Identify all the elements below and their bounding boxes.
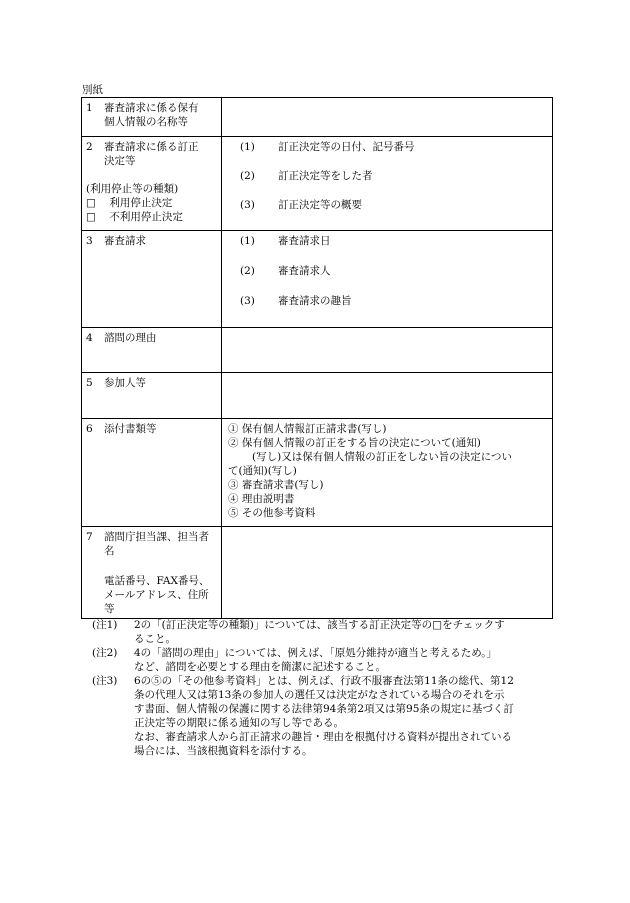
row-label: 等 (104, 603, 115, 615)
attachment-item: ② 保有個人情報の訂正をする旨の決定について(通知) (228, 437, 481, 449)
row-5-value-cell[interactable] (222, 373, 553, 419)
table-row (82, 527, 553, 619)
list-item: (2) 審査請求人 (240, 265, 331, 277)
row-1-label-cell (82, 98, 222, 137)
checkbox-icon[interactable]: □ (86, 211, 96, 223)
table-row (82, 328, 553, 373)
note-item: (注2) 4の「諮問の理由」については、例えば、「原処分維持が適当と考えるため。」 など、諮問を必要とする理由を簡潔に記述すること。 (92, 647, 498, 673)
table-row (82, 231, 553, 328)
row-2-label-cell (82, 137, 222, 231)
note-label: (注1) (92, 619, 118, 631)
attachment-item-continued: て(通知)(写し) (228, 465, 297, 477)
type-heading: (利用停止等の種類) (86, 183, 179, 195)
checkbox-label: 不利用停止決定 (109, 211, 183, 223)
row-label: 諮問庁担当課、担当者 (104, 531, 209, 543)
attachment-item: ⑤ その他参考資料 (228, 507, 316, 519)
row-1-value-cell[interactable] (222, 98, 553, 137)
row-label: 添付書類等 (104, 423, 157, 435)
row-6-label-cell (82, 419, 222, 527)
row-label: 決定等 (104, 155, 136, 167)
row-number: 2 (86, 141, 93, 153)
list-item: (1) 審査請求日 (240, 235, 331, 247)
attachment-item: ① 保有個人情報訂正請求書(写し) (228, 423, 387, 435)
list-item: (1) 訂正決定等の日付、記号番号 (240, 141, 415, 153)
row-5-label-cell (82, 373, 222, 419)
review-form-table (81, 97, 553, 619)
row-number: 6 (86, 423, 93, 435)
note-item: (注3) 6の⑤の「その他参考資料」とは、例えば、行政不服審査法第11条の総代、第12 条の代理人又は第13条の参加人の選任又は決定がなされている場合のそれを示 す書面、個人情報の保護に関する法律第94条第2項又は第95条の規定に基づく訂 正決定等の期限に係る通知の写し等である。 なお、審査請求人から訂正請求の趣旨・理由を根拠付ける資料が提出されている 場合には、当該根拠資料を添付する。 (92, 675, 514, 757)
row-4-value-cell[interactable] (222, 328, 553, 373)
attachment-item: ③ 審査請求書(写し) (228, 479, 324, 491)
row-label: 電話番号、FAX番号、 (104, 575, 210, 587)
note-label: (注3) (92, 675, 118, 687)
note-label: (注2) (92, 647, 118, 659)
table-row (82, 137, 553, 231)
row-label: 諮問の理由 (104, 332, 157, 344)
row-3-label-cell (82, 231, 222, 328)
checkbox-icon[interactable]: □ (86, 197, 96, 209)
list-item: (3) 訂正決定等の概要 (240, 199, 362, 211)
note-item: (注1) 2の「(訂正決定等の種類)」については、該当する訂正決定等の□をチェックす ること。 (92, 619, 505, 645)
row-7-value-cell[interactable] (222, 527, 553, 619)
row-label: 審査請求 (104, 235, 146, 247)
row-7-label-cell (82, 527, 222, 619)
document-title: 別紙 (82, 84, 103, 96)
row-2-value-cell[interactable] (222, 137, 553, 231)
row-number: 3 (86, 235, 93, 247)
table-row (82, 419, 553, 527)
row-number: 7 (86, 531, 93, 543)
row-6-value-cell[interactable] (222, 419, 553, 527)
row-number: 4 (86, 332, 93, 344)
checkbox-label: 利用停止決定 (109, 197, 173, 209)
list-item: (2) 訂正決定等をした者 (240, 170, 373, 182)
list-item: (3) 審査請求の趣旨 (240, 295, 352, 307)
row-3-value-cell[interactable] (222, 231, 553, 328)
attachment-item-continued: (写し)又は保有個人情報の訂正をしない旨の決定につい (252, 451, 512, 463)
row-label: メールアドレス、住所 (104, 589, 209, 601)
row-4-label-cell (82, 328, 222, 373)
table-row (82, 373, 553, 419)
checkbox-option-no-suspend[interactable] (86, 210, 217, 224)
row-number: 5 (86, 377, 93, 389)
table-row (82, 98, 553, 137)
row-label: 審査請求に係る訂正 (104, 141, 199, 153)
row-label: 名 (104, 545, 115, 557)
row-label: 個人情報の名称等 (104, 116, 188, 128)
row-number: 1 (86, 102, 93, 114)
attachment-item: ④ 理由説明書 (228, 493, 295, 505)
row-label: 参加人等 (104, 377, 146, 389)
checkbox-option-suspend[interactable] (86, 196, 217, 210)
row-label: 審査請求に係る保有 (104, 102, 199, 114)
notes-section (92, 618, 562, 758)
